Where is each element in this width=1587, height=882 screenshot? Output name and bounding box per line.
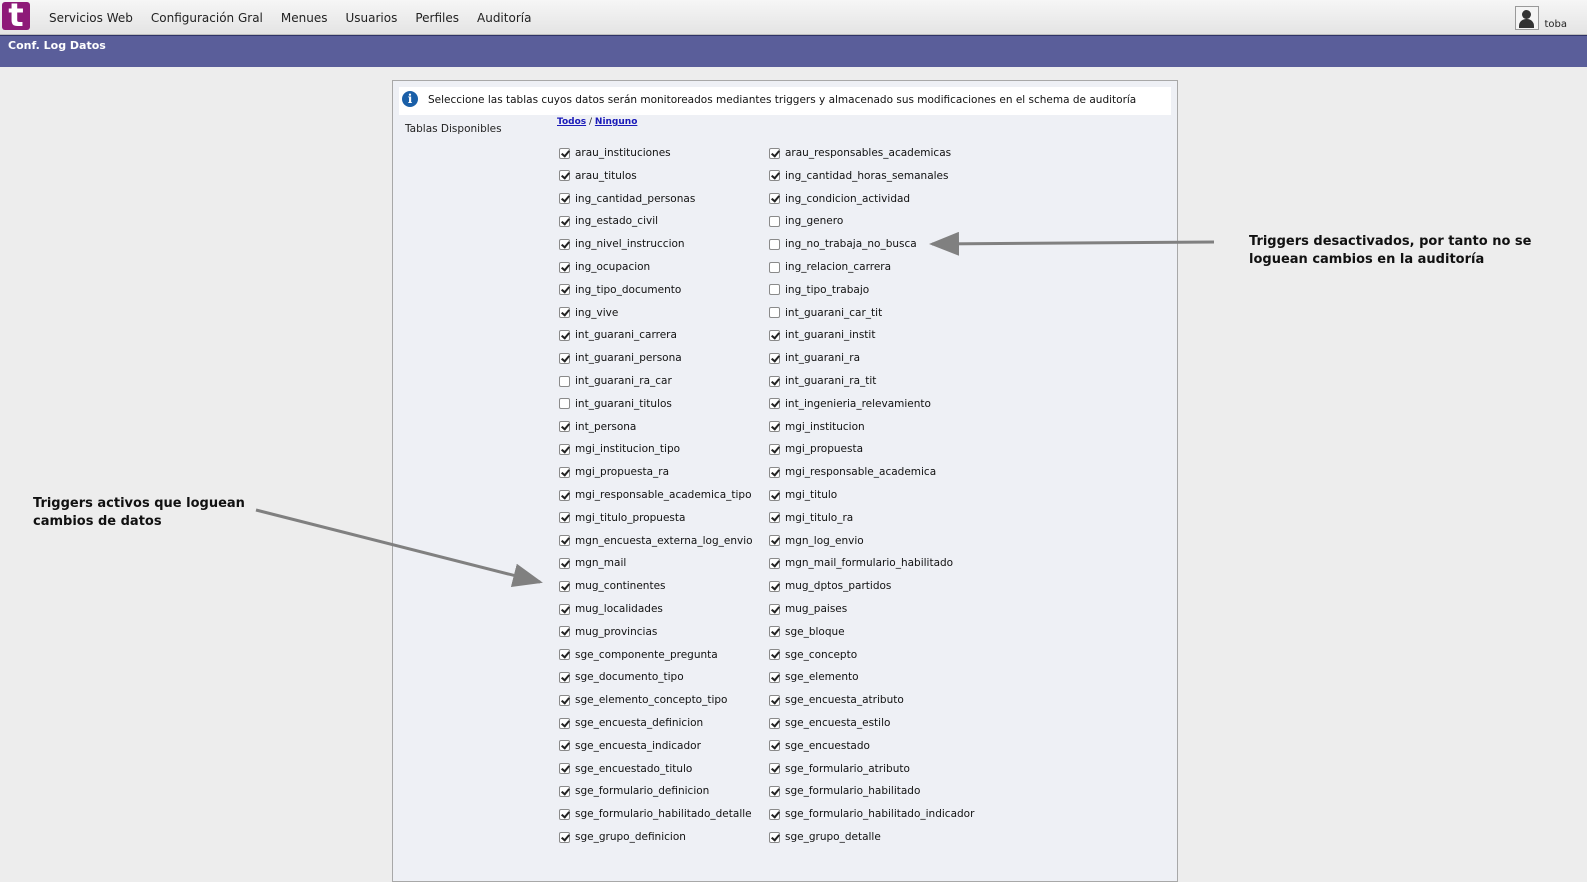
checkbox-checked[interactable]	[559, 695, 570, 706]
checkbox-checked[interactable]	[559, 604, 570, 615]
table-name: ing_ocupacion	[575, 261, 651, 273]
table-name: mgi_institucion	[785, 420, 865, 433]
table-checkbox-item[interactable]	[559, 829, 686, 845]
table-checkbox-item[interactable]	[559, 419, 636, 435]
table-checkbox-item[interactable]	[769, 236, 917, 252]
checkbox-checked[interactable]	[769, 604, 780, 615]
checkbox-checked[interactable]	[769, 444, 780, 455]
table-name: mgi_responsable_academica_tipo	[575, 489, 752, 501]
checkbox-checked[interactable]	[769, 740, 780, 751]
table-checkbox-item[interactable]	[769, 145, 951, 161]
table-checkbox-item[interactable]	[559, 806, 752, 822]
table-name: arau_instituciones	[575, 147, 671, 159]
table-name: mug_paises	[785, 603, 848, 615]
table-name: ing_estado_civil	[575, 215, 659, 228]
select-separator: /	[588, 117, 593, 127]
checkbox-checked[interactable]	[559, 535, 570, 546]
checkbox-checked[interactable]	[559, 558, 570, 569]
table-checkbox-item[interactable]	[769, 510, 853, 526]
user-menu[interactable]	[1487, 6, 1567, 30]
checkbox-checked[interactable]	[559, 170, 570, 181]
table-name: ing_tipo_documento	[575, 283, 682, 296]
checkbox-checked[interactable]	[769, 718, 780, 729]
table-checkbox-item[interactable]	[559, 464, 669, 480]
table-checkbox-item[interactable]	[769, 647, 857, 663]
main-menu	[40, 0, 540, 34]
table-name: mgn_encuesta_externa_log_envio	[575, 534, 753, 547]
checkbox-checked[interactable]	[769, 376, 780, 387]
checkbox-checked[interactable]	[559, 239, 570, 250]
checkbox-unchecked[interactable]	[559, 376, 570, 387]
info-text: Seleccione las tablas cuyos datos serán monitoreados mediantes triggers y almacenado sus modificaciones en el schema de auditoría	[428, 94, 1137, 106]
checkbox-checked[interactable]	[769, 490, 780, 501]
checkbox-unchecked[interactable]	[769, 239, 780, 250]
table-name: ing_nivel_instruccion	[575, 238, 685, 251]
checkbox-checked[interactable]	[769, 512, 780, 523]
checkbox-checked[interactable]	[559, 421, 570, 432]
table-checkbox-item[interactable]	[769, 327, 875, 343]
page-title-bar	[0, 35, 1587, 67]
annotation-inactive: Triggers desactivados, por tanto no se loguean cambios en la auditoría	[1249, 234, 1532, 267]
table-checkbox-item[interactable]	[559, 669, 684, 685]
table-checkbox-item[interactable]	[559, 282, 681, 298]
checkbox-checked[interactable]	[769, 353, 780, 364]
table-name: int_guarani_ra_tit	[785, 375, 877, 387]
table-name: ing_cantidad_horas_semanales	[785, 169, 949, 182]
table-name: sge_componente_pregunta	[575, 648, 718, 661]
table-name: int_guarani_ra_car	[575, 375, 672, 387]
table-name: ing_vive	[575, 306, 619, 319]
checkbox-checked[interactable]	[769, 809, 780, 820]
select-none-link[interactable]: Ninguno	[594, 117, 638, 127]
table-checkbox-item[interactable]	[769, 487, 837, 503]
table-name: int_guarani_titulos	[575, 397, 672, 410]
table-checkbox-item[interactable]	[769, 259, 891, 275]
table-name: sge_encuesta_definicion	[575, 717, 704, 729]
table-checkbox-item[interactable]	[559, 191, 695, 207]
table-checkbox-item[interactable]	[769, 350, 860, 366]
checkbox-checked[interactable]	[769, 786, 780, 797]
table-checkbox-item[interactable]	[769, 829, 881, 845]
checkbox-checked[interactable]	[769, 626, 780, 637]
table-checkbox-item[interactable]	[769, 715, 890, 731]
checkbox-checked[interactable]	[559, 490, 570, 501]
table-name: mgi_titulo_propuesta	[575, 511, 686, 524]
table-checkbox-item[interactable]	[559, 578, 666, 594]
table-checkbox-item[interactable]	[559, 373, 672, 389]
table-checkbox-item[interactable]	[769, 441, 863, 457]
table-checkbox-item[interactable]	[769, 419, 865, 435]
table-checkbox-item[interactable]	[769, 624, 845, 640]
checkbox-unchecked[interactable]	[769, 262, 780, 273]
table-name: ing_tipo_trabajo	[785, 283, 870, 296]
select-all-link[interactable]: Todos	[557, 117, 587, 127]
checkbox-checked[interactable]	[769, 695, 780, 706]
table-name: int_guarani_ra	[785, 352, 861, 365]
table-name: ing_relacion_carrera	[785, 261, 892, 273]
table-name: mgi_responsable_academica	[785, 466, 937, 479]
checkbox-checked[interactable]	[769, 649, 780, 660]
table-name: ing_genero	[785, 215, 844, 228]
checkbox-checked[interactable]	[559, 740, 570, 751]
table-checkbox-item[interactable]	[769, 738, 870, 754]
table-name: sge_formulario_atributo	[785, 762, 910, 775]
table-checkbox-item[interactable]	[769, 692, 904, 708]
table-name: sge_grupo_detalle	[785, 831, 881, 843]
menu-configuracion-gral[interactable]: Configuración Gral	[150, 11, 263, 25]
checkbox-checked[interactable]	[559, 330, 570, 341]
table-checkbox-item[interactable]	[559, 715, 703, 731]
checkbox-checked[interactable]	[769, 193, 780, 204]
table-name: mgi_propuesta_ra	[575, 466, 670, 479]
checkbox-checked[interactable]	[769, 763, 780, 774]
table-checkbox-item[interactable]	[559, 510, 685, 526]
checkbox-checked[interactable]	[559, 832, 570, 843]
table-checkbox-item[interactable]	[559, 213, 658, 229]
table-name: sge_bloque	[785, 625, 845, 638]
table-checkbox-item[interactable]	[559, 327, 677, 343]
table-checkbox-item[interactable]	[559, 624, 657, 640]
table-checkbox-item[interactable]	[769, 305, 882, 321]
table-name: sge_formulario_habilitado_indicador	[785, 808, 975, 821]
table-checkbox-item[interactable]	[559, 259, 650, 275]
table-name: sge_encuestado_titulo	[575, 762, 693, 775]
table-name: mgi_propuesta	[785, 443, 864, 456]
table-name: ing_cantidad_personas	[575, 192, 696, 205]
table-name: sge_documento_tipo	[575, 671, 684, 684]
table-name: int_guarani_carrera	[575, 329, 677, 342]
table-checkbox-item[interactable]	[559, 487, 752, 503]
checkbox-checked[interactable]	[769, 421, 780, 432]
checkbox-checked[interactable]	[559, 444, 570, 455]
table-checkbox-item[interactable]	[559, 145, 671, 161]
app-logo[interactable]	[2, 0, 30, 34]
menu-servicios-web[interactable]: Servicios Web	[49, 11, 133, 25]
checkbox-checked[interactable]	[559, 148, 570, 159]
table-name: ing_condicion_actividad	[785, 192, 911, 205]
table-name: sge_concepto	[785, 648, 858, 661]
checkbox-checked[interactable]	[559, 307, 570, 318]
table-checkbox-item[interactable]	[769, 806, 974, 822]
table-name: sge_encuesta_estilo	[785, 717, 891, 729]
checkbox-checked[interactable]	[769, 535, 780, 546]
table-checkbox-item[interactable]	[559, 168, 637, 184]
table-name: mgi_institucion_tipo	[575, 443, 681, 456]
checkbox-checked[interactable]	[769, 148, 780, 159]
table-checkbox-item[interactable]	[559, 738, 701, 754]
checkbox-checked[interactable]	[559, 216, 570, 227]
checkbox-checked[interactable]	[559, 284, 570, 295]
table-checkbox-item[interactable]	[769, 191, 910, 207]
table-checkbox-item[interactable]	[769, 578, 891, 594]
checkbox-unchecked[interactable]	[769, 216, 780, 227]
checkbox-unchecked[interactable]	[769, 284, 780, 295]
checkbox-checked[interactable]	[559, 353, 570, 364]
table-name: sge_encuestado	[785, 739, 870, 752]
checkbox-checked[interactable]	[769, 398, 780, 409]
checkbox-checked[interactable]	[559, 193, 570, 204]
table-name: sge_formulario_habilitado	[785, 785, 921, 798]
checkbox-checked[interactable]	[769, 330, 780, 341]
menu-usuarios[interactable]: Usuarios	[345, 11, 398, 25]
table-checkbox-item[interactable]	[769, 464, 936, 480]
table-name: ing_no_trabaja_no_busca	[785, 238, 917, 251]
table-name: arau_titulos	[575, 169, 637, 182]
checkbox-checked[interactable]	[559, 649, 570, 660]
checkbox-checked[interactable]	[559, 786, 570, 797]
table-name: mgi_titulo_ra	[785, 511, 854, 524]
info-icon: i	[402, 91, 418, 107]
checkbox-checked[interactable]	[559, 581, 570, 592]
checkbox-checked[interactable]	[559, 718, 570, 729]
table-name: sge_grupo_definicion	[575, 831, 686, 843]
checkbox-checked[interactable]	[769, 467, 780, 478]
table-checkbox-item[interactable]	[769, 373, 876, 389]
checkbox-checked[interactable]	[769, 170, 780, 181]
table-checkbox-item[interactable]	[559, 236, 685, 252]
checkbox-checked[interactable]	[769, 558, 780, 569]
table-checkbox-item[interactable]	[559, 396, 672, 412]
checkbox-checked[interactable]	[559, 626, 570, 637]
table-name: int_ingenieria_relevamiento	[785, 397, 931, 410]
checkbox-checked[interactable]	[559, 467, 570, 478]
checkbox-checked[interactable]	[559, 672, 570, 683]
table-checkbox-item[interactable]	[559, 601, 663, 617]
table-name: mug_provincias	[575, 625, 658, 638]
table-checkbox-item[interactable]	[769, 669, 859, 685]
checkbox-checked[interactable]	[769, 581, 780, 592]
table-checkbox-item[interactable]	[769, 783, 920, 799]
user-avatar-icon[interactable]	[1515, 6, 1539, 30]
table-checkbox-item[interactable]	[769, 282, 869, 298]
menu-perfiles[interactable]: Perfiles	[415, 11, 459, 25]
table-checkbox-item[interactable]	[559, 305, 618, 321]
table-checkbox-item[interactable]	[769, 601, 847, 617]
top-menu-bar	[0, 0, 1587, 35]
info-message	[399, 87, 1171, 115]
table-name: mgn_mail_formulario_habilitado	[785, 557, 954, 570]
table-checkbox-item[interactable]	[769, 168, 948, 184]
table-name: sge_elemento_concepto_tipo	[575, 694, 728, 707]
checkbox-checked[interactable]	[559, 262, 570, 273]
table-name: sge_formulario_habilitado_detalle	[575, 808, 752, 821]
checkbox-checked[interactable]	[559, 512, 570, 523]
table-name: int_persona	[575, 420, 637, 433]
checkbox-checked[interactable]	[559, 763, 570, 774]
table-name: int_guarani_car_tit	[785, 306, 883, 319]
table-checkbox-item[interactable]	[769, 533, 864, 549]
table-name: mgi_titulo	[785, 489, 838, 501]
table-name: mug_localidades	[575, 603, 663, 615]
table-checkbox-item[interactable]	[769, 761, 910, 777]
table-checkbox-item[interactable]	[559, 783, 709, 799]
table-name: arau_responsables_academicas	[785, 147, 952, 159]
logo-letter: t	[8, 0, 24, 34]
table-name: int_guarani_persona	[575, 352, 682, 365]
table-checkbox-item[interactable]	[559, 647, 718, 663]
table-name: sge_formulario_definicion	[575, 785, 710, 798]
select-links	[557, 117, 637, 127]
checkbox-unchecked[interactable]	[559, 398, 570, 409]
checkbox-unchecked[interactable]	[769, 307, 780, 318]
table-checkbox-item[interactable]	[559, 761, 692, 777]
table-name: mug_dptos_partidos	[785, 580, 892, 593]
table-checkbox-item[interactable]	[559, 533, 753, 549]
page-title: Conf. Log Datos	[8, 39, 106, 52]
table-checkbox-item[interactable]	[769, 396, 931, 412]
user-name[interactable]: toba	[1544, 19, 1567, 30]
table-name: sge_elemento	[785, 671, 859, 684]
table-checkbox-item[interactable]	[559, 441, 680, 457]
menu-menues[interactable]: Menues	[280, 11, 328, 25]
table-checkbox-item[interactable]	[559, 692, 727, 708]
table-name: sge_encuesta_indicador	[575, 739, 701, 752]
checkbox-checked[interactable]	[769, 672, 780, 683]
menu-auditoria[interactable]: Auditoría	[477, 11, 532, 25]
table-name: mgn_log_envio	[785, 534, 864, 547]
field-label-tablas: Tablas Disponibles	[405, 123, 502, 135]
table-checkbox-item[interactable]	[559, 555, 626, 571]
table-checkbox-item[interactable]	[769, 555, 953, 571]
table-name: sge_encuesta_atributo	[785, 694, 904, 707]
checkbox-checked[interactable]	[559, 809, 570, 820]
table-name: mug_continentes	[575, 580, 666, 593]
table-checkbox-item[interactable]	[559, 350, 682, 366]
form-panel	[392, 80, 1178, 882]
annotation-active: Triggers activos que loguean cambios de datos	[33, 496, 245, 529]
table-name: int_guarani_instit	[785, 329, 876, 342]
table-checkbox-item[interactable]	[769, 213, 843, 229]
table-name: mgn_mail	[575, 557, 627, 570]
checkbox-checked[interactable]	[769, 832, 780, 843]
